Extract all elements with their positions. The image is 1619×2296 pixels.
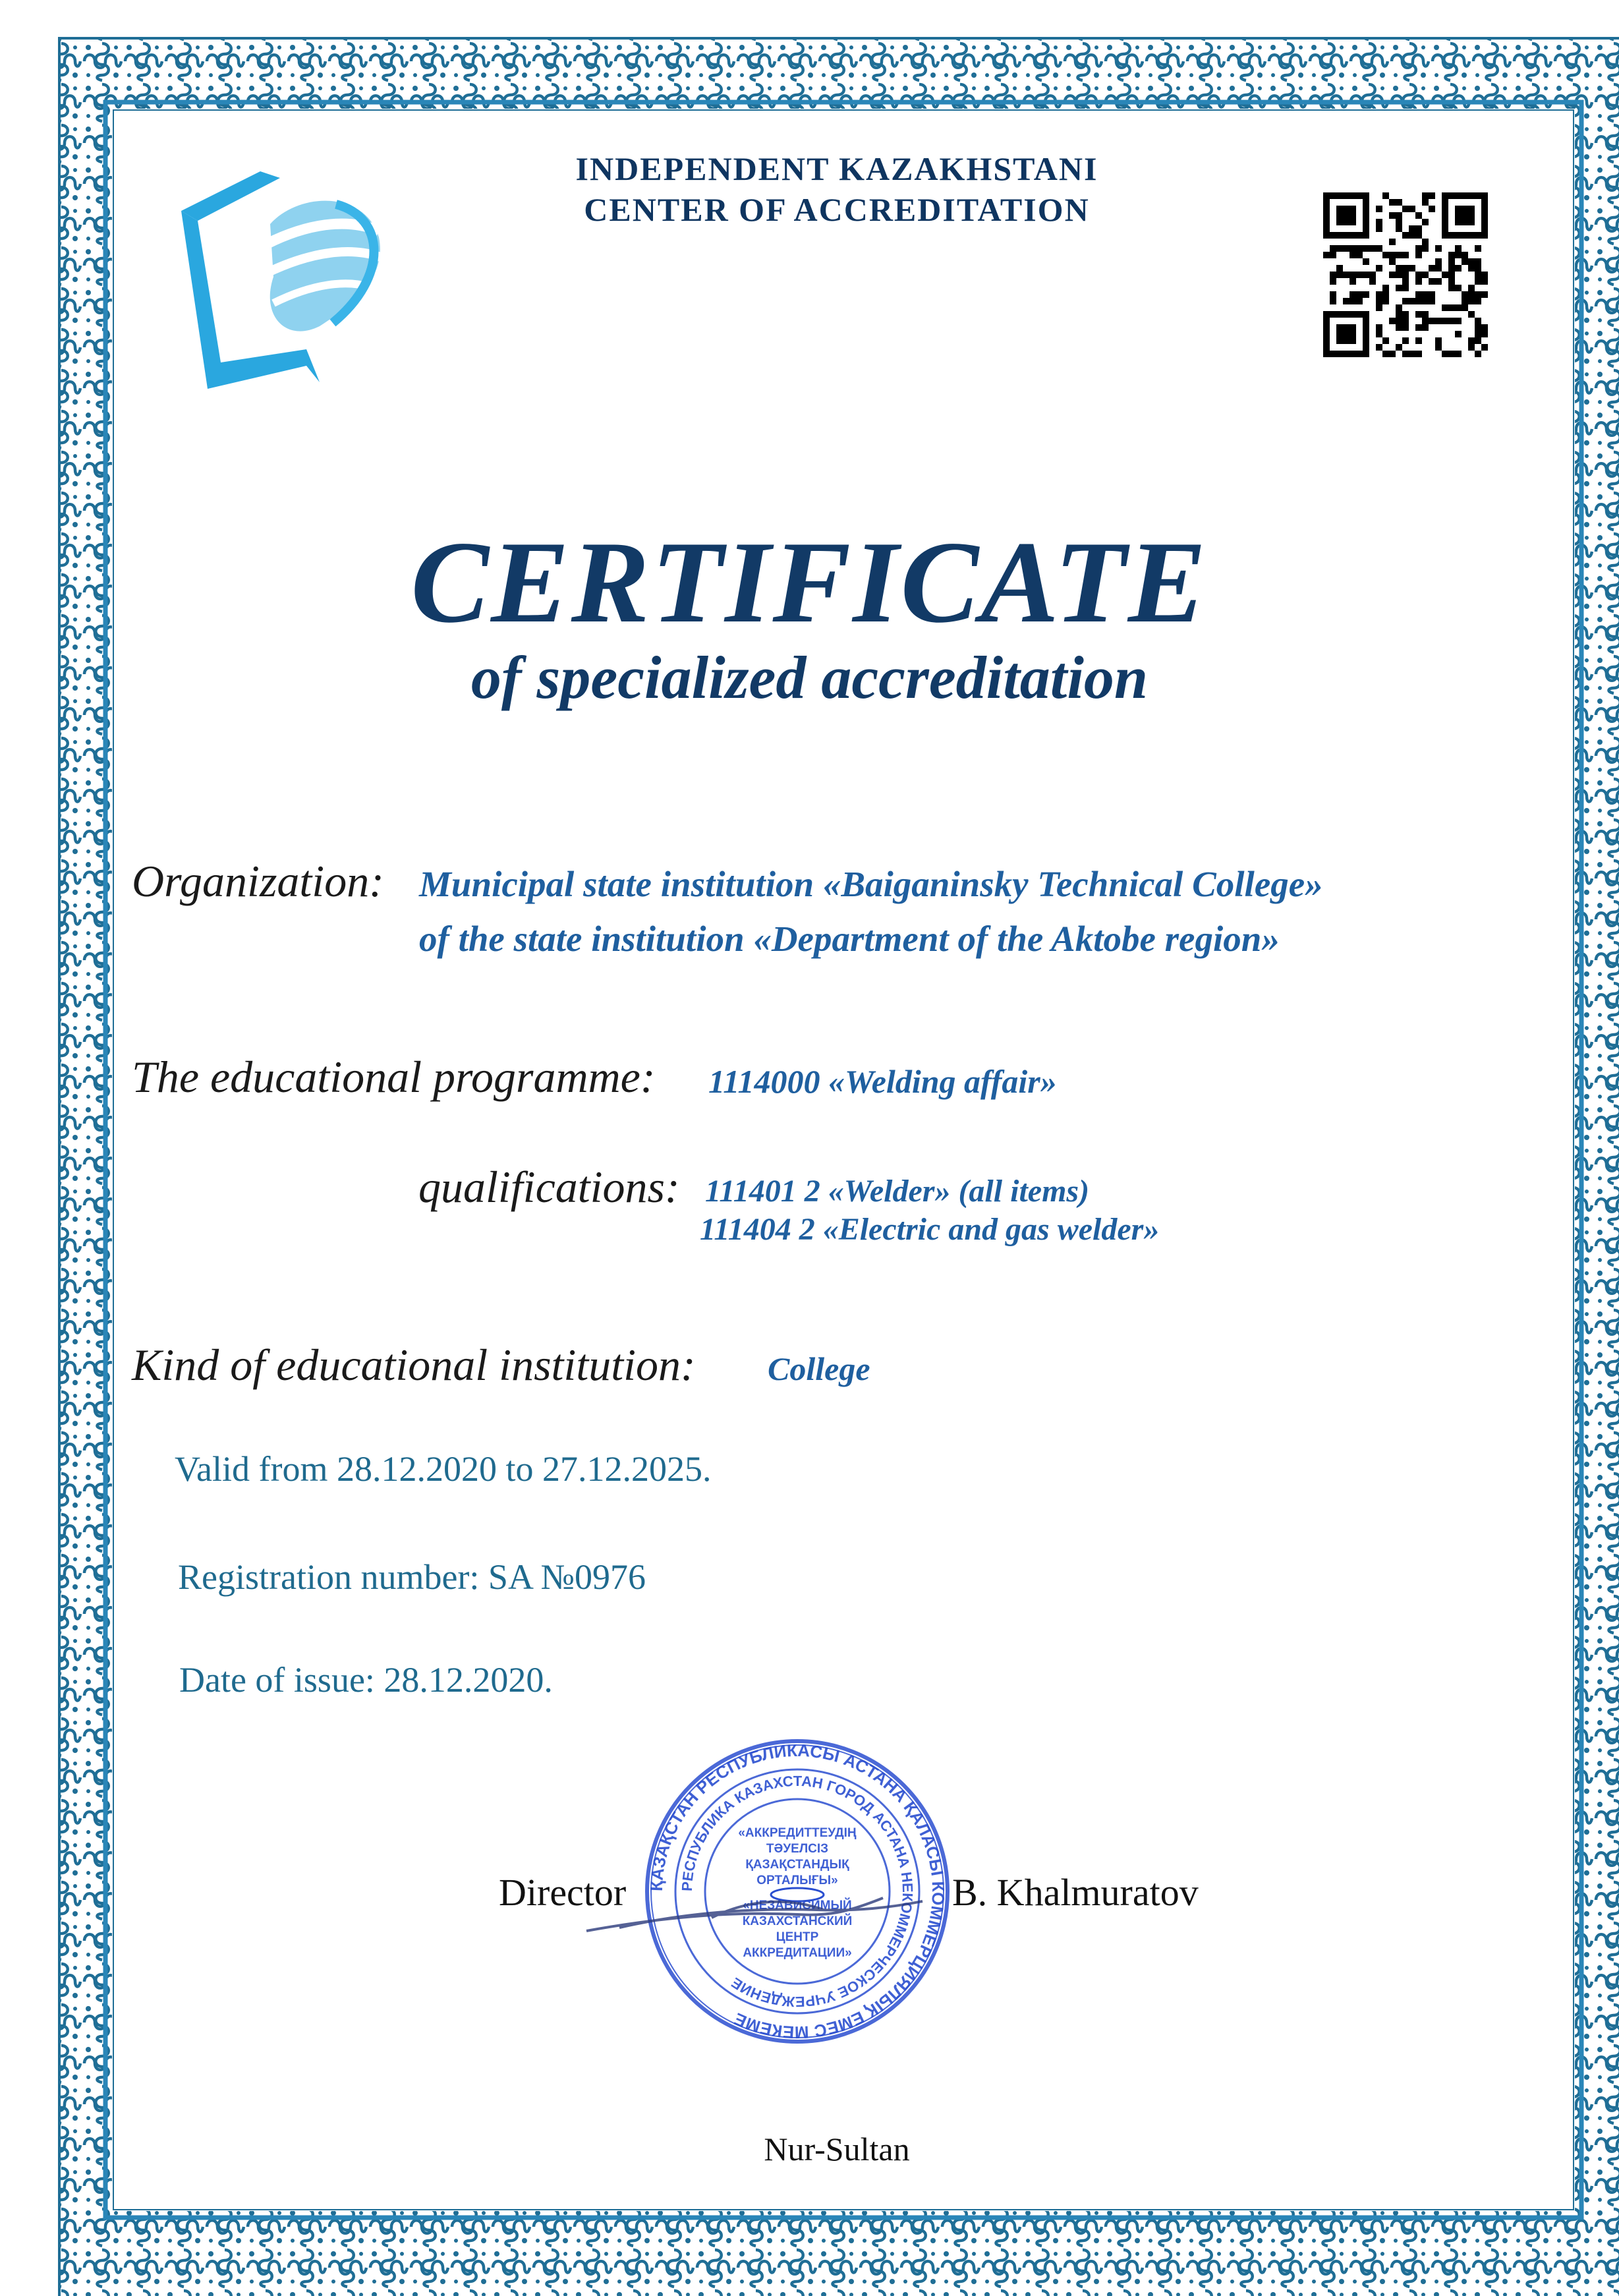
organization-label: Organization:: [132, 856, 384, 906]
institution-kind-label: Kind of educational institution:: [132, 1340, 696, 1390]
programme-label: The educational programme:: [132, 1052, 656, 1102]
organization-line1: Municipal state institution «Baiganinsky Technical College»: [419, 864, 1323, 904]
certificate-subtitle: of specialized accreditation: [470, 644, 1149, 711]
stamp-center-line: ТӘУЕЛСІЗ: [766, 1842, 829, 1856]
signatory-name: B. Khalmuratov: [952, 1871, 1199, 1914]
stamp-outer-text: ҚАЗАҚСТАН РЕСПУБЛИКАСЫ АСТАНА ҚАЛАСЫ КОММЕРЦИЯЛЫҚ ЕМЕС МЕКЕМЕ: [646, 1740, 949, 2043]
handwritten-signature: [580, 1872, 975, 1944]
organization-line2: of the state institution «Department of the Aktobe region»: [419, 919, 1280, 959]
registration-number: Registration number: SA №0976: [178, 1557, 646, 1597]
stamp-center-line: ЦЕНТР: [776, 1930, 819, 1944]
programme-value: 1114000 «Welding affair»: [708, 1063, 1057, 1100]
stamp-center-line: «НЕЗАВИСИМЫЙ: [743, 1899, 852, 1912]
qualification-item: 111404 2 «Electric and gas welder»: [700, 1212, 1160, 1247]
stamp-inner-text: РЕСПУБЛИКА КАЗАХСТАН ГОРОД АСТАНА НЕКОММЕРЧЕСКОЕ УЧРЕЖДЕНИЕ: [678, 1772, 917, 2011]
qualifications-label: qualifications:: [418, 1162, 680, 1212]
stamp-center-line: АККРЕДИТАЦИИ»: [743, 1946, 852, 1960]
accreditation-logo-icon: [168, 165, 405, 389]
center-name-line1: INDEPENDENT KAZAKHSTANI: [575, 150, 1098, 187]
certificate-title: CERTIFICATE: [411, 517, 1208, 647]
stamp-center-line: «АККРЕДИТТЕУДІҢ: [738, 1826, 857, 1840]
signatory-title: Director: [499, 1871, 627, 1914]
center-name-line2: CENTER OF ACCREDITATION: [584, 191, 1090, 228]
center-name: [540, 148, 1133, 230]
stamp-center-line: КАЗАХСТАНСКИЙ: [742, 1914, 853, 1928]
issue-city: Nur-Sultan: [764, 2131, 910, 2167]
institution-kind-value: College: [768, 1350, 870, 1387]
stamp-center-line: ҚАЗАҚСТАНДЫҚ: [745, 1858, 849, 1872]
validity-period: Valid from 28.12.2020 to 27.12.2025.: [175, 1449, 712, 1489]
issue-date: Date of issue: 28.12.2020.: [179, 1660, 553, 1700]
qr-code-icon: [1318, 191, 1492, 359]
stamp-center-line: ОРТАЛЫҒЫ»: [756, 1874, 838, 1887]
qualification-item: 111401 2 «Welder» (all items): [705, 1174, 1090, 1209]
